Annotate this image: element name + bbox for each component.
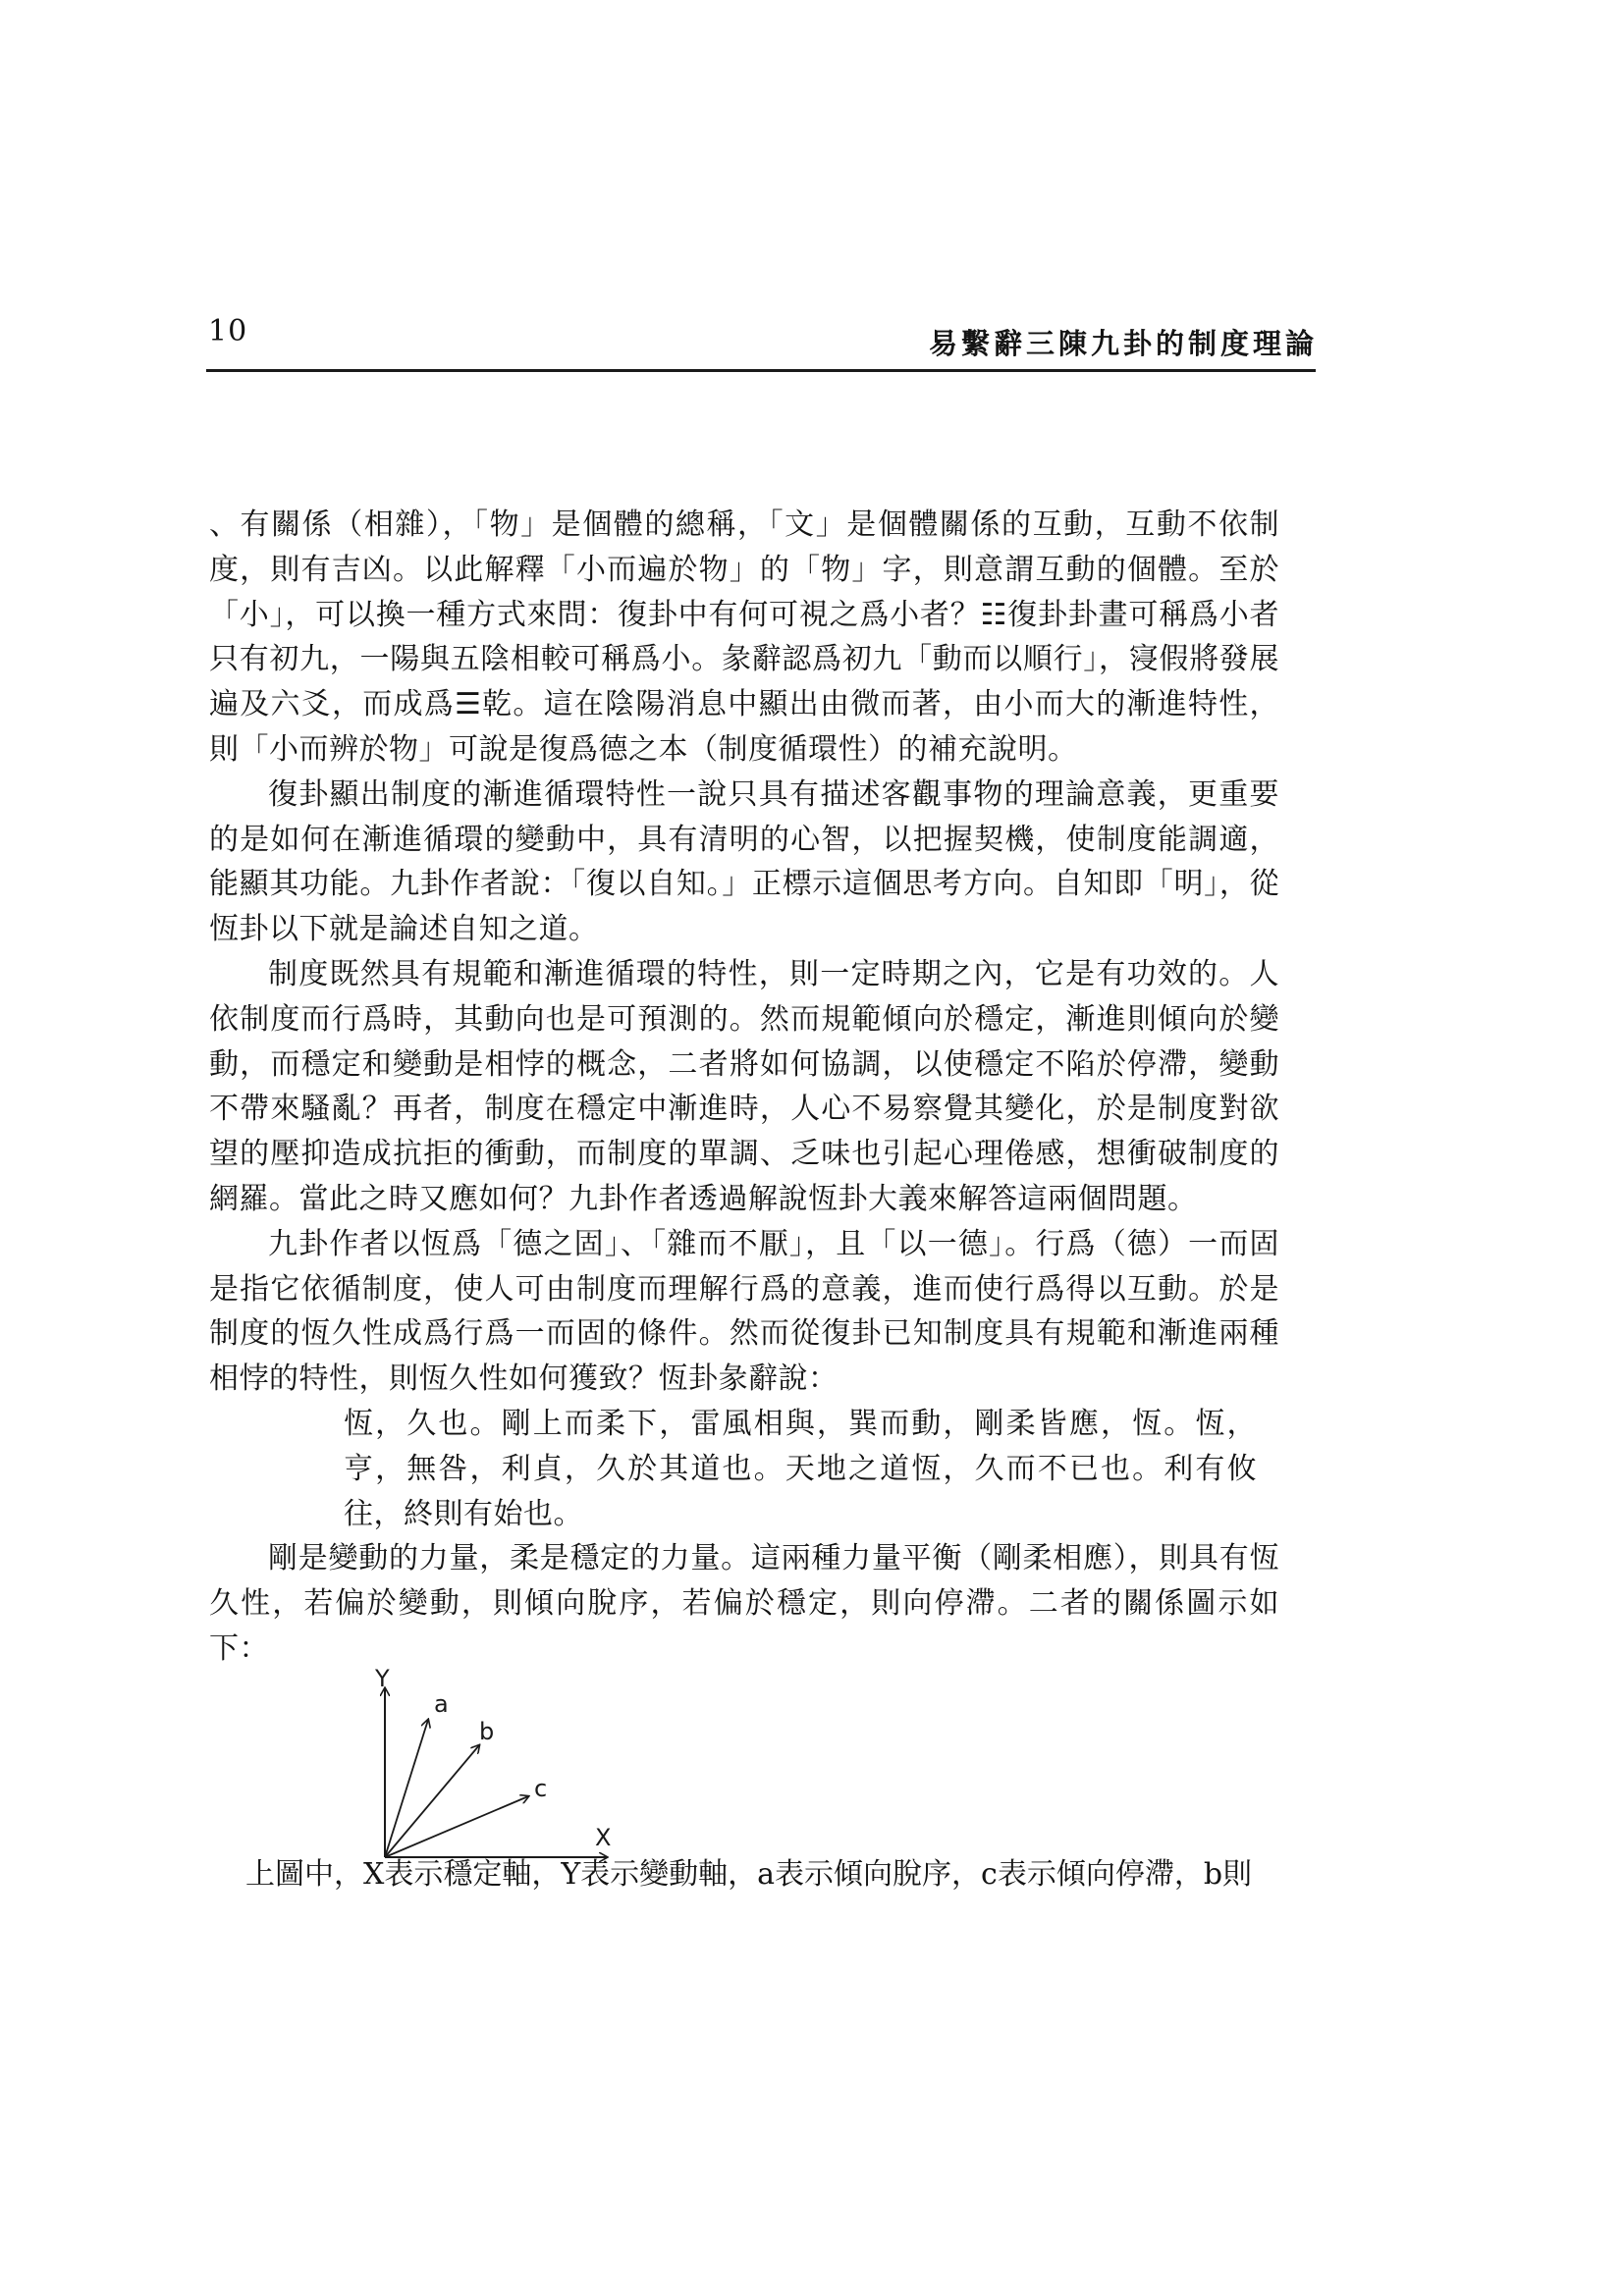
arrow-b-label: b — [479, 1718, 495, 1745]
body-text — [209, 503, 1279, 1672]
arrow-c — [385, 1796, 528, 1857]
force-diagram-svg — [363, 1665, 628, 1865]
y-axis-label: Y — [375, 1665, 390, 1692]
block-quote: 恆，久也。剛上而柔下，雷風相與，巽而動，剛柔皆應，恆。恆，亨，無咎，利貞，久於其道也。天地之道恆，久而不已也。利有攸往，終則有始也。 — [344, 1406, 1257, 1531]
paragraph: 復卦顯出制度的漸進循環特性一說只具有描述客觀事物的理論意義，更重要的是如何在漸進循環的變動中，具有清明的心智，以把握契機，使制度能調適，能顯其功能。九卦作者說：「復以自知。」正標示這個思考方向。自知即「明」，從恆卦以下就是論述自知之道。 — [209, 776, 1279, 947]
running-title: 易繫辭三陳九卦的制度理論 — [928, 327, 1318, 360]
page-number: 10 — [208, 314, 248, 348]
paragraph-continued: 、有關係（相雜），「物」是個體的總稱，「文」是個體關係的互動，互動不依制度，則有吉凶。以此解釋「小而遍於物」的「物」字，則意謂互動的個體。至於「小」，可以換一種方式來問：復卦中有何可視之爲小者？☷復卦卦畫可稱爲小者只有初九，一陽與五陰相較可稱爲小。彖辭認爲初九「動而以順行」，寖假將發展遍及六爻，而成爲☰乾。這在陰陽消息中顯出由微而著，由小而大的漸進特性，則「小而辨於物」可說是復爲德之本（制度循環性）的補充說明。 — [209, 507, 1279, 767]
x-axis-label: X — [595, 1824, 612, 1851]
paragraph: 剛是變動的力量，柔是穩定的力量。這兩種力量平衡（剛柔相應），則具有恆久性，若偏於變動，則傾向脫序，若偏於穩定，則向停滯。二者的關係圖示如下： — [209, 1541, 1279, 1666]
arrow-c-label: c — [534, 1775, 548, 1802]
paragraph: 九卦作者以恆爲「德之固」、「雜而不厭」，且「以一德」。行爲（德）一而固是指它依循制度，使人可由制度而理解行爲的意義，進而使行爲得以互動。於是制度的恆久性成爲行爲一而固的條件。然而從復卦已知制度具有規範和漸進兩種相悖的特性，則恆久性如何獲致？恆卦彖辭說： — [209, 1226, 1279, 1397]
paragraph: 制度既然具有規範和漸進循環的特性，則一定時期之內，它是有功效的。人依制度而行爲時，其動向也是可預測的。然而規範傾向於穩定，漸進則傾向於變動，而穩定和變動是相悖的概念，二者將如何協調，以使穩定不陷於停滯，變動不帶來騷亂？再者，制度在穩定中漸進時，人心不易察覺其變化，於是制度對欲望的壓抑造成抗拒的衝動，而制度的單調、乏味也引起心理倦感，想衝破制度的網羅。當此之時又應如何？九卦作者透過解說恆卦大義來解答這兩個問題。 — [209, 956, 1279, 1216]
arrow-b — [385, 1745, 479, 1857]
arrow-a-label: a — [434, 1690, 449, 1718]
arrow-a — [385, 1720, 428, 1857]
header-rule — [206, 369, 1316, 372]
figure-caption: 上圖中，X表示穩定軸，Y表示變動軸，a表示傾向脫序，c表示傾向停滯，b則 — [245, 1857, 1253, 1892]
force-diagram — [363, 1665, 628, 1865]
